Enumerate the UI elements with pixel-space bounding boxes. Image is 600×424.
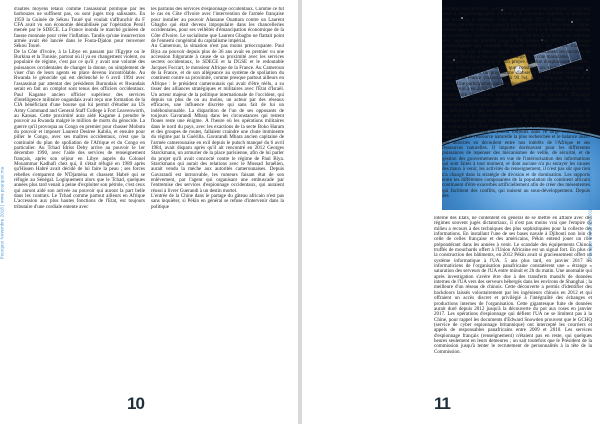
- left-sidebar-text: Pourquoi Novembre 2018 | www.pourquoi.ma: [0, 166, 5, 260]
- left-page-column-2: les parrains des services d'espionnage occidentaux. Comme ce fut le cas en Côte d'Ivoire avec l'intervention de l'armée française pour installer au pouvoir Alassane Ouattara contre un Laurent Gbagbo qui était devenu impopulaire dans les chancelleries occidentales, pour ses velléités d'émancipation économique de la Côte d'Ivoire. Le socialisme que Laurent Gbagbo ne flattait point de l'ennemi congénital du capitalisme impérial. Au Cameroun, la situation n'est pas moins préoccupante. Paul Biya au pouvoir depuis plus de 36 ans avait en premier vu une accession fulgurante à cause de sa proximité avec les services secrets occidentaux, le SDECE et la DGSE et le redoutable Jacques Foccart, le monsieur Afrique de la France. Au Cameroun de la France, et de son allégeance au système de spoliation du continent contre sa proximité, comme presque partout ailleurs en Afrique : le président camerounais qui avait d'être réélu, a su tisser des alliances stratégiques et militaires avec l'État d'Israël. Un acteur majeur de la politique internationale de l'occident, qui depuis un plus de ou au moins, un acteur par des réseaux efficaces, une influence discrète qui sans fait de lui un indéboulonnable. La disparition de l'un de ses opposants de toujours Gavarandi Mbara dans les circonstances qui restent floues reste une énigme. À l'heure où les opérations militaires dans le nord du pays, avec les exactions de la secte Boko Haram et des groupes de routes, fallaient craindre une chute imminente du régime par la Guérilla. Gavarandi Mbara ancien capitaine de l'armée camerounaise en exil depuis le putsch manqué du 6 avril 1984, avait disparu après qu'il ait rencontré en 2012 Georges Starckmann, un armurier de la place parisienne, afin de lui parler du projet qu'il avait concocté contre le régime de Paul Biya. Starckmann qui aurait des relations avec le Mossad Israélien, aurait vendu la mèche aux autorités camerounaises. Depuis Gavarandi est introuvable, les rumeurs faisant état de son enlèvement, par l'agent qui organisant une embuscade par l'entremise des services d'espionnage occidentaux, qui auraient réussi à livrer Guerandi à un destin mortel. L'entrée de la Chine dans le partage du gâteau africain n'est pas sans inquiéter, si Pékin en général se refuse d'intervenir dans la politique: [151, 7, 284, 210]
- right-sidebar-text: Pourquoi Novembre 2018 | www.pourquoi.ma: [587, 166, 593, 260]
- left-page: [0, 0, 298, 424]
- left-page-sidebar: [2, 8, 10, 418]
- left-page-number: 10: [127, 394, 144, 413]
- left-page-column-1: d'autres moyens létaux comme l'assassinat politique par les barbouzes ne suffisent pas, ou sont jugés trop salissants. En 1959 la Guinée de Sékou Touré qui voulait s'affranchir du F CFA avait vu son économie déstabilisée par l'opération Persil menée par le SDECE. La France inonda le marché guinéen de fausse monnaie pour créer l'inflation. Tandis qu'une insurrection armée avait été lancée dans le Fouta-Djalon pour renverser Sékou Touré. De la Côte d'Ivoire, à la Libye en passant par l'Egypte ou le Burkina et la Tunisie, partout où il ya eu changement violent, ou populaire de régime, c'est par ce qu'il y avait une volonté des puissances occidentales de changer la donne, ou simplement de viser d'un de leurs agents en place devenu incontrôlable. Au Rwanda le génocide qui est déclenché le 6 avril 1994 avec l'assassinat par attentat des présidents Burundais et Rwandais serait en fait un complot sont tenus des officiers occidentaux. Paul Kagame ancien officier supérieur des services d'intelligence militaire ougandais avait reçu une formation de la CIA bénéficiant d'une bourse qui lui permit d'étudier au US Army Command and General Staff College à Fort Leavenworth, au Kansas. Cette proximité aura aidé Kagame à prendre le pouvoir au Rwanda malgré le million de morts du génocide. La guerre qu'il provoqua au Congo en premier pour chasser Mobutu du pouvoir et imposer Laurent Desiree Kabila, et ensuite pour piller le Congo, avec ses maîtres occidentaux, n'est que la continuité du plan de spoliation de l'Afrique et du Congo en particulier. Au Tchad Idriss Deby arrive au pouvoir le 1er décembre 1990, avec l'aide des services de renseignement français, après son séjour en Libye auprès du Colonel Mouammar Kadhafi chez qui, il s'était réfugié en 1989 après qu'Hissen Habré avait décidé de lui faire la peau ; ses forces rebelles s'emparent de N'Djaména et chassent Habré qui se réfugie au Sénégal. Logiquement alors que le Tchad, quelques années plus tard venait à peine d'exploiter son pétrole, c'est ceux qui auront aidé son arrivée au pouvoir qui auront la part belle dans les contrats. Le Tchad comme partout ailleurs en Afrique L'accession aux plus hautes fonctions de l'Etat, est toujours tributaire d'une cordiale entente avec: [14, 7, 145, 210]
- right-page-number: 11: [434, 394, 450, 413]
- right-page-sidebar: [587, 8, 598, 418]
- right-page-column-1: interne des Etats, ne contentent en général de se mettre en affaire avec des régimes souvent jugés dictatoriaux, il n'est pas moins vrai que l'empire du milieu a recours à des techniques des plus sophistiquées pour la collecte des informations. En installant l'une de ses bases navale à Djibouti non loin de celle de celles française et des américains, Pékin entend jouer un rôle prépondérant dans les années à venir. Le scandale des équipements Chinois truffés de mouchards offert à l'Union Africaine est un signal fort. En plus de la construction des bâtiments, en 2012 Pékin avait si gracieusement offert un système informatique à l'UA. 5 ans plus tard, en janvier 2017 les informaticiens de l'organisation panafricaine constatèrent une « étrange » saturation des serveurs de l'UA entre minuit et 2h du matin. Une anomalie qui après investigation s'avère être due à des transferts massifs de données internes de l'UA vers des serveurs hébergés dans les environs de Shanghai ; la meilleure d'un réseau de chinois. Cette découverte a permis d'identifier des backdoors laissés volontairement par les ingénieurs chinois en 2012 et qui offraient un accès discret et privilégié à l'intégralité des échanges et productions internes de l'organisation. Cette gigantesque fuite de données aurait duré depuis 2012 jusqu'à la découverte du pot aux roses en janvier 2017. Les opérations d'espionnage qui défient l'UA ne se limitent pas à la Chine, pour rappel les documents d'Edward Snowden prouvent que le GCHQ (service de cyber espionnage britannique) ont intercepté les courriers et appels de responsables panafricains entre 2009 et 2010. Les services d'espionnage français (renseignement) n'étaient pas en reste, qui quelques heures seulement en leurs demeures ; on sait toutefois que le Président de la commission jusqu'à tenter le recrutement de personnalités à la tête de la Commission.: [434, 216, 592, 355]
- right-page-column-2: Certains pays africains, comme l'Afrique du Sud ou le Maroc, s'essayent aussi à l'espionnage pour s'ouvrir à de nouveaux marchés et renforcer leur territoire et prévenir. C'est ainsi qu'en 2017 le Maroc a lancé un premier satellite espion Construit par le consortium franco-italien Thales Alenia Space et Airbus, Les Mohammed-VI A et B forment un système de surveillance, dont la mise en orbite à 694 km de la Terre, ces satellites sont capables de prendre jusqu'à 500 photos par jour. Un avantage géostratégique qui inquiète l'Espagne voisine, qui a des frontières territoriales avec le Maroc depuis des siècles notamment les enclaves de Ceuta et Melilla, et les cinq îlots au large de la côte marocaine. L'Espagne ne dispose pas de son propre satellite d'espionnage militaire, et en termes pratiques de ce que constitue un sérieux avantage, il touchait les 2,5 % du programme d'observation européen Hélios, aux côtés de la France (majoritaire à 90 %), de la Belgique, l'Italie et la Grèce. Une participation qui reste insuffisante puisque, lors de la crise de l'îlot Perejil à en 2002, qui a failli dégénérer en guerre ouverte, la lourde bureaucratie de l'Union européenne n'avait pas permis à l'Espagne d'obtenir au moment opportun des images satellitaires sur les mouvements de troupes marocaines. En définitive ce que les spécialistes appellent espionnage en temps de paix, qui vise la collecte systématique des fonds intellectuel national de l'Afrique est un enjeu stratégique, il est important de noter que même si le continent noir n'est pas en tant que tel au centre du renseignement mondial, les alliances se jouent toujours dans ce large continent. En réalité le jeu se ressource naturelle la plus recherchée et le balance aussi. Les autorités en découlent entre nos intérêts de l'Afrique et ses ressources naturelles. Il importe dorénavant pour les différentes puissances de repenser des mécanismes de veille, de sécurité, et de gestion des gouvernements en vue de l'intériorisation des informations qui sont faites à tout moment, et dont aucune n'a pu enrayer les causes des maux à venir, les activités du renseignement, il n'est pas sûr que rien n'a changé dans la stratégie de division et de domination. Les rapports entre les différentes composantes de la population du continent africain continuent d'être exacerbés artificiellement afin de créer des mésententes qui facilitent des conflits, qui nuisent au sous-développement. Depuis des: [442, 7, 590, 200]
